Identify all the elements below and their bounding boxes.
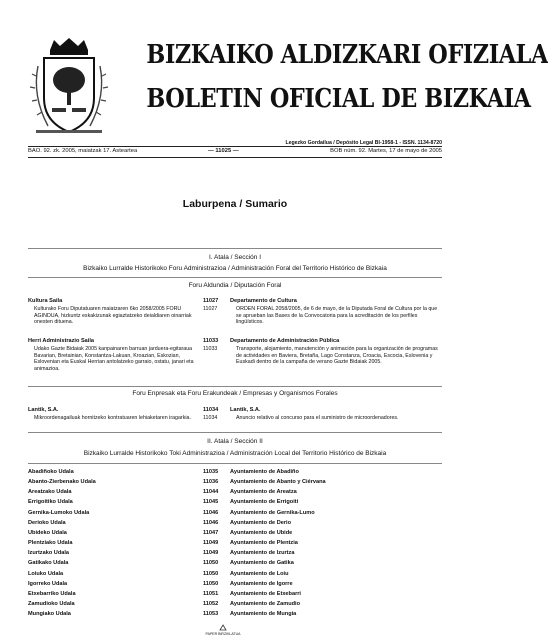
department-basque: Kultura Saila [28, 298, 63, 304]
header-divider [28, 146, 442, 147]
page-ref: 11051 [203, 590, 219, 597]
municipality-spanish: Ayuntamiento de Areatza [230, 489, 297, 496]
municipality-spanish: Ayuntamiento de Izurtza [230, 550, 295, 557]
page-ref: 11036 [203, 479, 219, 486]
page-ref: 11052 [203, 600, 219, 607]
footer-label: PAPER BIRZIKLATUA [205, 632, 241, 636]
section-heading: I. Atala / Sección I [208, 254, 262, 261]
municipality-spanish: Ayuntamiento de Igorre [230, 580, 293, 587]
municipality-spanish: Ayuntamiento de Mungia [230, 611, 297, 618]
entry-body-basque: Kulturako Foru Diputatuaren maiatzaren 6ko 2058/2005 FORU AGINDUA, hizkuntz eskakizunak egiaztatzeko deialdiaren oinarriak onesten dituena. [34, 306, 192, 326]
page-ref: 11050 [203, 580, 219, 587]
municipality-spanish: Ayuntamiento de Ubide [230, 529, 293, 536]
page-ref: 11050 [203, 570, 219, 577]
page-ref: 11050 [203, 560, 219, 567]
page-ref: 11027 [203, 298, 219, 304]
municipality-basque: Igorreko Udala [28, 580, 68, 587]
entry-body-spanish: ORDEN FORAL 2058/2005, de 6 de mayo, de la Diputada Foral de Cultura por la que se aprueban las Bases de la Convocatoria para la acreditación de los perfiles lingüísticos. [236, 306, 438, 326]
section-divider [28, 432, 442, 433]
page-ref: 11044 [203, 489, 219, 496]
municipality-spanish: Ayuntamiento de Errigoiti [230, 499, 299, 506]
legal-deposit: Legezko Gordailua / Depósito Legal BI-1958-1 - ISSN. 1134-8720 [285, 140, 442, 146]
municipality-basque: Abadiñoko Udala [28, 469, 74, 475]
municipality-basque: Mungiako Udala [28, 611, 71, 618]
header-divider [28, 157, 442, 158]
municipality-spanish: Ayuntamiento de Loiu [230, 570, 289, 577]
bizkaia-coat-of-arms-icon [28, 36, 110, 140]
masthead-title-spanish: BOLETIN OFICIAL DE BIZKAIA [146, 84, 531, 114]
municipality-basque: Zamudioko Udala [28, 600, 75, 607]
municipality-basque: Gatikako Udala [28, 560, 69, 567]
recycle-icon [210, 624, 236, 632]
subsection-heading: Foru Enpresak eta Foru Erakundeak / Empresas y Organismos Forales [132, 390, 338, 397]
municipality-basque: Gernika-Lumoko Udala [28, 509, 90, 516]
page-ref: 11027 [203, 306, 218, 312]
administration-heading: Bizkaiko Lurralde Historikoko Toki Administrazioa / Administración Local del Territorio Histórico de Bizkaia [83, 450, 387, 457]
page-number: — 11025 — [208, 148, 239, 154]
subsection-heading: Foru Aldundia / Diputación Foral [188, 282, 282, 289]
department-basque: Herri Administrazio Saila [28, 338, 95, 344]
company-basque: Lantik, S.A. [28, 407, 59, 413]
page-ref: 11046 [203, 509, 219, 516]
entry-body-basque: Udako Gazte Bidaiak 2005 kanpainaren barruan jarduera-egitaraua Bavarian, Bretainian, Konstantza-Lakuan, Kroazian, Eskozian, Eslovenian eta Euskal Herrian antolatzeko garraio, ostatu, janari eta animazioa. [34, 346, 194, 372]
page-ref: 11053 [203, 611, 219, 618]
page-ref: 11033 [203, 346, 218, 352]
department-spanish: Departamento de Cultura [230, 298, 297, 304]
page-ref: 11047 [203, 529, 219, 536]
page-ref: 11033 [203, 338, 219, 344]
summary-title: Laburpena / Sumario [182, 198, 288, 210]
municipality-basque: Errigoitiko Udala [28, 499, 73, 506]
municipality-spanish: Ayuntamiento de Gernika-Lumo [230, 509, 315, 516]
section-heading: II. Atala / Sección II [207, 438, 263, 445]
municipality-basque: Etxebarriko Udala [28, 590, 76, 597]
issue-info-spanish: BOB núm. 92. Martes, 17 de mayo de 2005 [330, 148, 442, 154]
page-ref: 11035 [203, 469, 219, 475]
page-ref: 11049 [203, 550, 219, 557]
company-spanish: Lantik, S.A. [230, 407, 261, 413]
administration-heading: Bizkaiko Lurralde Historikoko Foru Administrazioa / Administración Foral del Territorio Histórico de Bizkaia [83, 265, 387, 272]
municipality-basque: Areatzako Udala [28, 489, 72, 496]
page-ref: 11049 [203, 540, 219, 547]
department-spanish: Departamento de Administración Pública [230, 338, 340, 344]
municipality-basque: Plentziako Udala [28, 540, 73, 547]
masthead-title-basque: BIZKAIKO ALDIZKARI OFIZIALA [146, 40, 548, 70]
municipality-basque: Ubideko Udala [28, 529, 67, 536]
page-ref: 11034 [203, 415, 218, 421]
page-ref: 11045 [203, 499, 219, 506]
municipality-basque: Izurtzako Udala [28, 550, 70, 557]
municipality-spanish: Ayuntamiento de Gatika [230, 560, 294, 567]
entry-body-basque: Mikroordenagailuak hornitzeko kontratuaren lehiaketaren iragarkia. [34, 415, 191, 421]
page-ref: 11046 [203, 519, 219, 526]
municipality-basque: Abanto-Zierbenako Udala [28, 479, 96, 486]
municipality-spanish: Ayuntamiento de Abanto y Ciérvana [230, 479, 326, 486]
municipality-spanish: Ayuntamiento de Derio [230, 519, 292, 526]
section-divider [28, 386, 442, 387]
municipality-spanish: Ayuntamiento de Plentzia [230, 540, 298, 547]
section-divider [28, 277, 442, 278]
municipality-spanish: Ayuntamiento de Abadiño [230, 469, 299, 475]
municipality-basque: Loiuko Udala [28, 570, 64, 577]
entry-body-spanish: Anuncio relativo al concurso para el suministro de microordenadores. [236, 415, 399, 421]
section-divider [28, 463, 442, 464]
page-ref: 11034 [203, 407, 219, 413]
issue-info-basque: BAO. 92. zk. 2005, maiatzak 17. Asteartea [28, 148, 138, 154]
entry-body-spanish: Transporte, alojamiento, manutención y animación para la organización de programas de actividades en Baviera, Bretaña, Lago Constanza, Croacia, Escocia, Eslovenia y Euskadi dentro de la campaña de verano Gazte Bidaiak 2005. [236, 346, 438, 366]
section-divider [28, 248, 442, 249]
municipality-spanish: Ayuntamiento de Zamudio [230, 600, 301, 607]
municipality-basque: Derioko Udala [28, 519, 66, 526]
municipality-spanish: Ayuntamiento de Etxebarri [230, 590, 301, 597]
